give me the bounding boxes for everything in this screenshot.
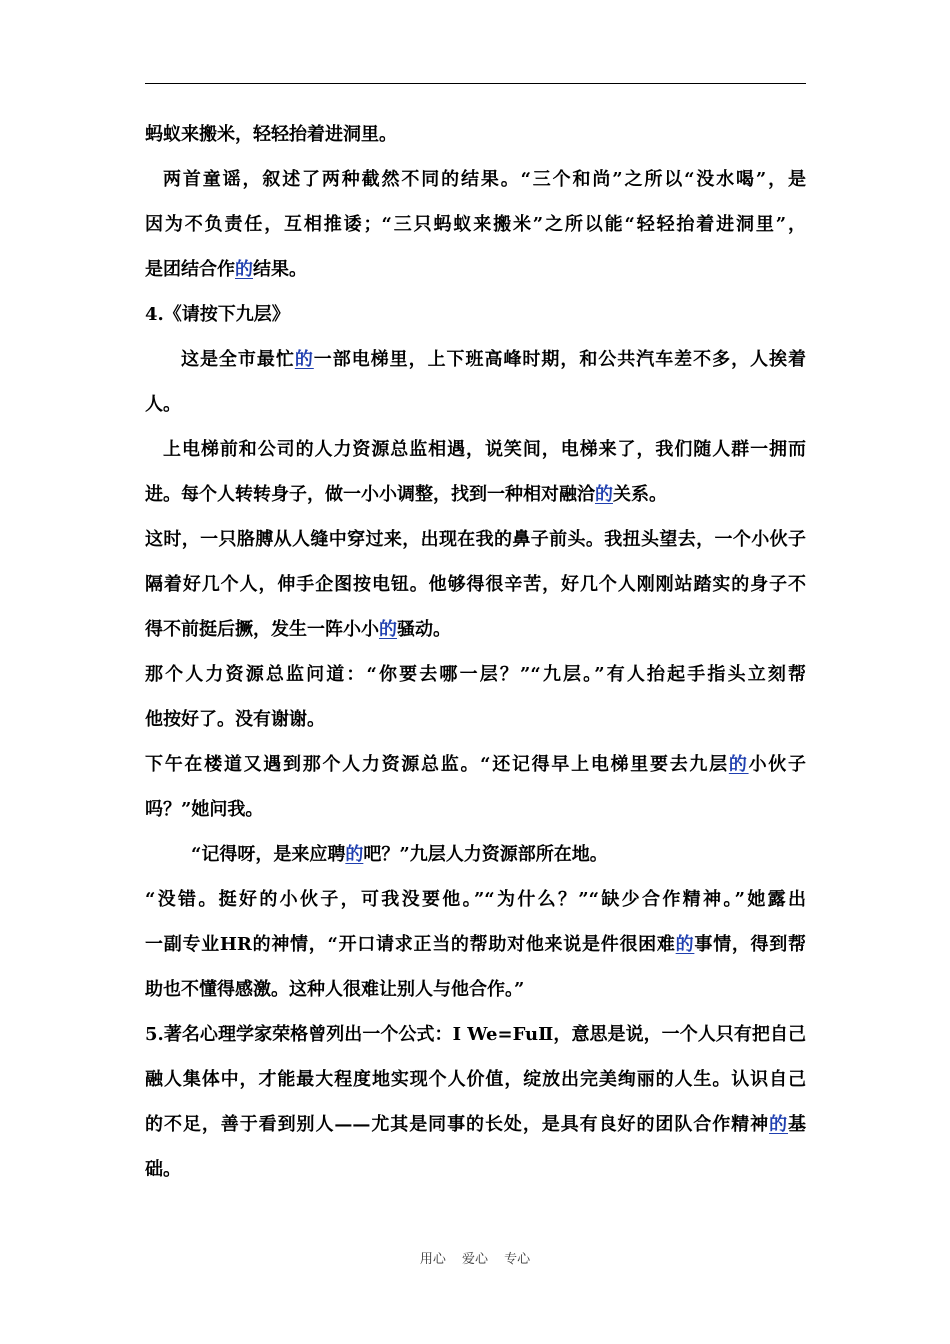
text-line (145, 157, 806, 202)
hyperlink[interactable]: 的 (675, 934, 695, 955)
text-span: 蚂蚁来搬米，轻轻抬着进洞里。 (145, 124, 397, 145)
text-line (145, 472, 806, 517)
hyperlink[interactable]: 的 (769, 1114, 789, 1135)
hyperlink[interactable]: 的 (379, 619, 397, 640)
hyperlink[interactable]: 的 (294, 349, 314, 370)
text-span: 两首童谣，叙述了两种截然不同的结果。“三个和尚”之所以“没水喝”，是 (163, 169, 806, 190)
text-line (145, 202, 806, 247)
text-line (145, 787, 806, 832)
text-span: 这是全市最忙 (181, 349, 295, 370)
text-span: 这时，一只胳膊从人缝中穿过来，出现在我的鼻子前头。我扭头望去，一个小伙子 (145, 529, 806, 550)
text-line (145, 832, 806, 877)
text-line (145, 337, 806, 382)
text-span: 助也不懂得感激。这种人很难让别人与他合作。” (145, 979, 525, 1000)
text-span: 是团结合作 (145, 259, 235, 280)
text-line (145, 247, 806, 292)
text-line (145, 562, 806, 607)
page-footer: 用心 爱心 专心 (419, 1252, 531, 1267)
text-span: 他按好了。没有谢谢。 (145, 709, 325, 730)
text-line (145, 292, 806, 337)
text-line (145, 427, 806, 472)
text-line (145, 1012, 806, 1057)
hyperlink[interactable]: 的 (595, 484, 613, 505)
text-span: 上电梯前和公司的人力资源总监相遇，说笑间，电梯来了，我们随人群一拥而 (163, 439, 806, 460)
text-line (145, 112, 806, 157)
text-line (145, 382, 806, 427)
text-span: 事情，得到帮 (694, 934, 806, 955)
text-span: 5.著名心理学家荣格曾列出一个公式：I We=FuⅡ，意思是说，一个人只有把自己 (145, 1024, 806, 1045)
text-line (145, 742, 806, 787)
header-rule (145, 83, 806, 84)
hyperlink[interactable]: 的 (345, 844, 364, 865)
document-body (145, 112, 806, 1192)
text-span: 隔着好几个人，伸手企图按电钮。他够得很辛苦，好几个人刚刚站踏实的身子不 (145, 574, 806, 595)
text-span: 人。 (145, 394, 181, 415)
text-span: 关系。 (613, 484, 667, 505)
text-span: 那个人力资源总监问道：“你要去哪一层？”“九层。”有人抬起手指头立刻帮 (145, 664, 806, 685)
text-span: 下午在楼道又遇到那个人力资源总监。“还记得早上电梯里要去九层 (145, 754, 729, 775)
text-span: 4.《请按下九层》 (145, 304, 290, 325)
text-span: 的不足，善于看到别人——尤其是同事的长处，是具有良好的团队合作精神 (145, 1114, 770, 1135)
text-span: “没错。挺好的小伙子，可我没要他。”“为什么？”“缺少合作精神。”她露出 (145, 889, 806, 910)
text-line (145, 607, 806, 652)
text-span: 进。每个人转转身子，做一小小调整，找到一种相对融洽 (145, 484, 595, 505)
text-line (145, 967, 806, 1012)
text-line (145, 922, 806, 967)
hyperlink[interactable]: 的 (728, 754, 749, 775)
text-span: 基 (788, 1114, 806, 1135)
text-span: 一副专业HR的神情，“开口请求正当的帮助对他来说是件很困难 (145, 934, 676, 955)
text-span: “记得呀，是来应聘 (191, 844, 346, 865)
text-line (145, 1147, 806, 1192)
text-span: 础。 (145, 1159, 181, 1180)
hyperlink[interactable]: 的 (235, 259, 253, 280)
text-span: 吗？”她问我。 (145, 799, 264, 820)
text-line (145, 697, 806, 742)
text-line (145, 1102, 806, 1147)
text-line (145, 1057, 806, 1102)
text-line (145, 877, 806, 922)
text-line (145, 517, 806, 562)
text-span: 吧？”九层人力资源部所在地。 (363, 844, 608, 865)
text-span: 小伙子 (748, 754, 806, 775)
text-span: 因为不负责任，互相推诿；“三只蚂蚁来搬米”之所以能“轻轻抬着进洞里”， (145, 214, 806, 235)
text-line (145, 652, 806, 697)
text-span: 得不前挺后撅，发生一阵小小 (145, 619, 379, 640)
text-span: 一部电梯里，上下班高峰时期，和公共汽车差不多，人挨着 (313, 349, 806, 370)
text-span: 骚动。 (397, 619, 451, 640)
text-span: 融人集体中，才能最大程度地实现个人价值，绽放出完美绚丽的人生。认识自己 (145, 1069, 806, 1090)
text-span: 结果。 (253, 259, 307, 280)
